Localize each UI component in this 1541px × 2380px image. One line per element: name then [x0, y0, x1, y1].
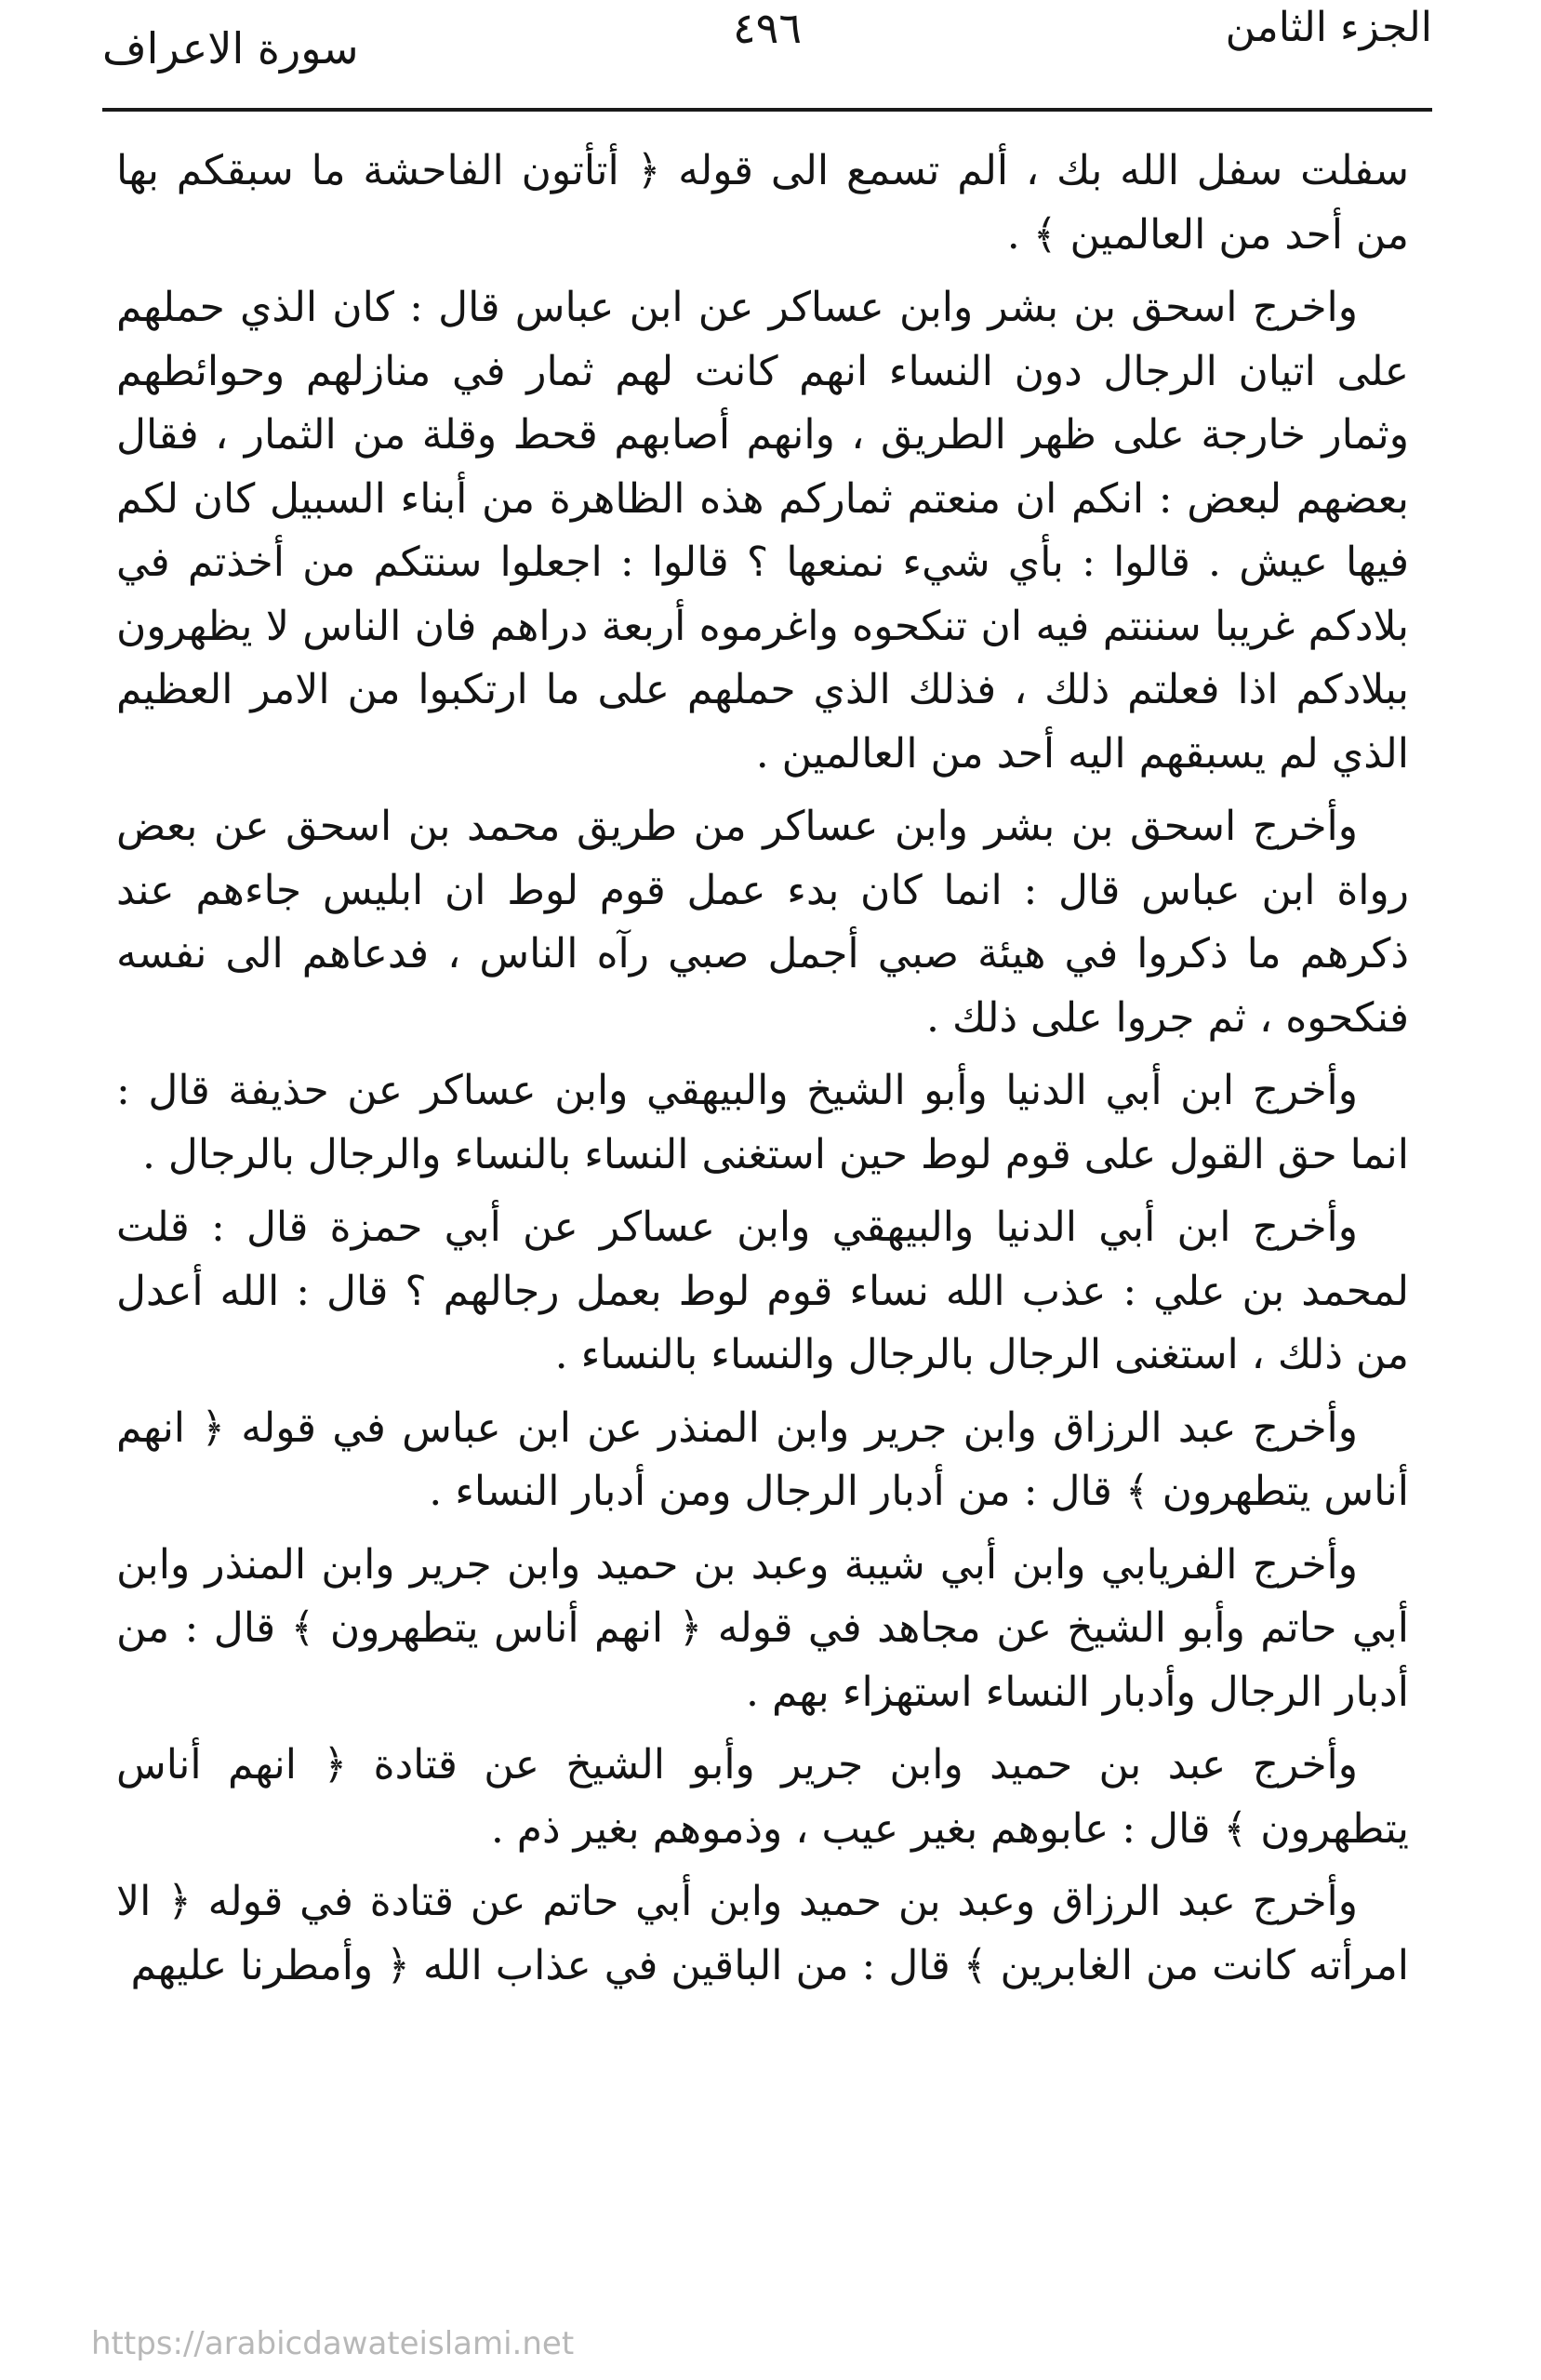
header-divider — [102, 108, 1432, 112]
paragraph: وأخرج ابن أبي الدنيا وأبو الشيخ والبيهقي وابن عساكر عن حذيفة قال : انما حق القول على قوم لوط حين استغنى النساء بالنساء والرجال بالرجال . — [116, 1067, 1409, 1178]
paragraph: وأخرج عبد الرزاق وابن جرير وابن المنذر عن ابن عباس في قوله ﴿ انهم أناس يتطهرون ﴾ قال : من أدبار الرجال ومن أدبار النساء . — [116, 1403, 1409, 1515]
paragraph: وأخرج عبد الرزاق وعبد بن حميد وابن أبي حاتم عن قتادة في قوله ﴿ الا امرأته كانت من الغابرين ﴾ قال : من الباقين في عذاب الله ﴿ وأمطرنا عليهم — [116, 1878, 1409, 1989]
paragraph: وأخرج الفريابي وابن أبي شيبة وعبد بن حميد وابن جرير وابن المنذر وابن أبي حاتم وأبو الشيخ عن مجاهد في قوله ﴿ انهم أناس يتطهرون ﴾ قال : من أدبار الرجال وأدبار النساء استهزاء بهم . — [116, 1540, 1409, 1716]
paragraph: وأخرج اسحق بن بشر وابن عساكر من طريق محمد بن اسحق عن بعض رواة ابن عباس قال : انما كان بدء عمل قوم لوط ان ابليس جاءهم عند ذكرهم ما ذكروا في هيئة صبي أجمل صبي رآه الناس ، فدعاهم الى نفسه فنكحوه ، ثم جروا على ذلك . — [116, 803, 1409, 1042]
running-header — [102, 0, 1432, 93]
surah-title: سورة الاعراف — [102, 23, 359, 73]
paragraph: واخرج اسحق بن بشر وابن عساكر عن ابن عباس قال : كان الذي حملهم على اتيان الرجال دون النساء انهم كانت لهم ثمار في منازلهم وحوائطهم وثمار خارجة على ظهر الطريق ، وانهم أصابهم قحط وقلة من الثمار ، فقال بعضهم لبعض : انكم ان منعتم ثماركم هذه الظاهرة من أبناء السبيل كان لكم فيها عيش . قالوا : بأي شيء نمنعها ؟ قالوا : اجعلوا سنتكم من أخذتم في بلادكم غريبا سننتم فيه ان تنكحوه واغرموه أربعة دراهم فان الناس لا يظهرون ببلادكم اذا فعلتم ذلك ، فذلك الذي حملهم على ما ارتكبوا من الامر العظيم الذي لم يسبقهم اليه أحد من العالمين . — [116, 284, 1409, 778]
part-label: الجزء الثامن — [1225, 4, 1432, 51]
source-watermark: https://arabicdawateislami.net — [91, 2325, 575, 2362]
page-number: ٤٩٦ — [732, 3, 803, 53]
page-body — [116, 140, 1409, 2007]
paragraph-continued: سفلت سفل الله بك ، ألم تسمع الى قوله ﴿ أتأتون الفاحشة ما سبقكم بها من أحد من العالمين ﴾ . — [116, 147, 1409, 259]
paragraph: وأخرج ابن أبي الدنيا والبيهقي وابن عساكر عن أبي حمزة قال : قلت لمحمد بن علي : عذب الله نساء قوم لوط بعمل رجالهم ؟ قال : الله أعدل من ذلك ، استغنى الرجال بالرجال والنساء بالنساء . — [116, 1203, 1409, 1378]
paragraph: وأخرج عبد بن حميد وابن جرير وأبو الشيخ عن قتادة ﴿ انهم أناس يتطهرون ﴾ قال : عابوهم بغير عيب ، وذموهم بغير ذم . — [116, 1741, 1409, 1853]
